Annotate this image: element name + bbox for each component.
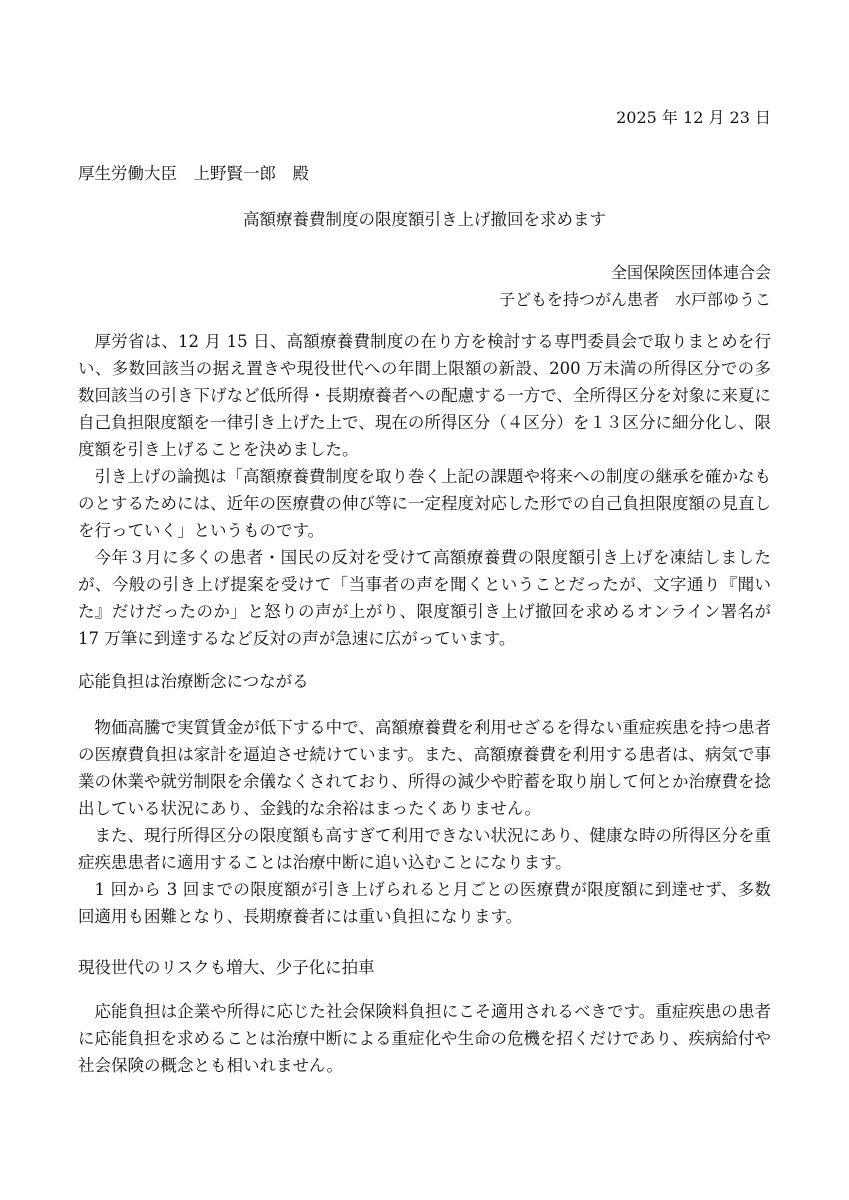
section-working-generation-body xyxy=(78,998,771,1079)
intro-section xyxy=(78,328,771,652)
section-burden-body xyxy=(78,714,771,930)
section-paragraph: また、現行所得区分の限度額も高すぎて利用できない状況にあり、健康な時の所得区分を重症疾患患者に適用することは治療中断に追い込むことになります。 xyxy=(78,826,771,872)
section-paragraph: 物価高騰で実質賃金が低下する中で、高額療養費を利用せざるを得ない重症疾患を持つ患者の医療費負担は家計を逼迫させ続けています。また、高額療養費を利用する患者は、病気で事業の休業や就労制限を余儀なくされており、所得の減少や貯蓄を取り崩して何とか治療費を捻出している状況にあり、金銭的な余裕はまったくありません。 xyxy=(78,718,771,818)
addressee: 厚生労働大臣 上野賢一郎 殿 xyxy=(78,164,309,183)
sender-block xyxy=(499,259,771,313)
intro-paragraph: 引き上げの論拠は「高額療養費制度を取り巻く上記の課題や将来への制度の継承を確かなものとするためには、近年の医療費の伸び等に一定程度対応した形での自己負担限度額の見直しを行っていく」というものです。 xyxy=(78,467,771,540)
sender-person: 子どもを持つがん患者 水戸部ゆうこ xyxy=(498,290,771,309)
intro-paragraph: 今年３月に多くの患者・国民の反対を受けて高額療養費の限度額引き上げを凍結しましたが、今般の引き上げ提案を受けて「当事者の声を聞くということだったが、文字通り『聞いた』だけだったのか」と怒りの声が上がり、限度額引き上げ撤回を求めるオンライン署名が 17 万筆に到達するなど反対の声が急速に広がっています。 xyxy=(78,548,771,648)
section-paragraph: 応能負担は企業や所得に応じた社会保険料負担にこそ適用されるべきです。重症疾患の患者に応能負担を求めることは治療中断による重症化や生命の危機を招くだけであり、疾病給付や社会保険の概念とも相いれません。 xyxy=(78,1002,771,1075)
section-heading-burden: 応能負担は治療断念につながる xyxy=(78,672,309,691)
intro-paragraph: 厚労省は、12 月 15 日、高額療養費制度の在り方を検討する専門委員会で取りまとめを行い、多数回該当の据え置きや現役世代への年間上限額の新設、200 万未満の所得区分での多数回該当の引き下げなど低所得・長期療養者への配慮する一方で、全所得区分を対象に来夏に自己負担限度額を一律引き上げた上で、現在の所得区分（４区分）を１３区分に細分化し、限度額を引き上げることを決めました。 xyxy=(78,332,771,459)
section-paragraph: 1 回から 3 回までの限度額が引き上げられると月ごとの医療費が限度額に到達せず、多数回適用も困難となり、長期療養者には重い負担になります。 xyxy=(78,880,771,926)
section-heading-working-generation: 現役世代のリスクも増大、少子化に拍車 xyxy=(78,958,375,977)
sender-organization: 全国保険医団体連合会 xyxy=(610,263,771,282)
letter-title: 高額療養費制度の限度額引き上げ撤回を求めます xyxy=(243,210,606,229)
letter-date: 2025 年 12 月 23 日 xyxy=(616,108,771,127)
